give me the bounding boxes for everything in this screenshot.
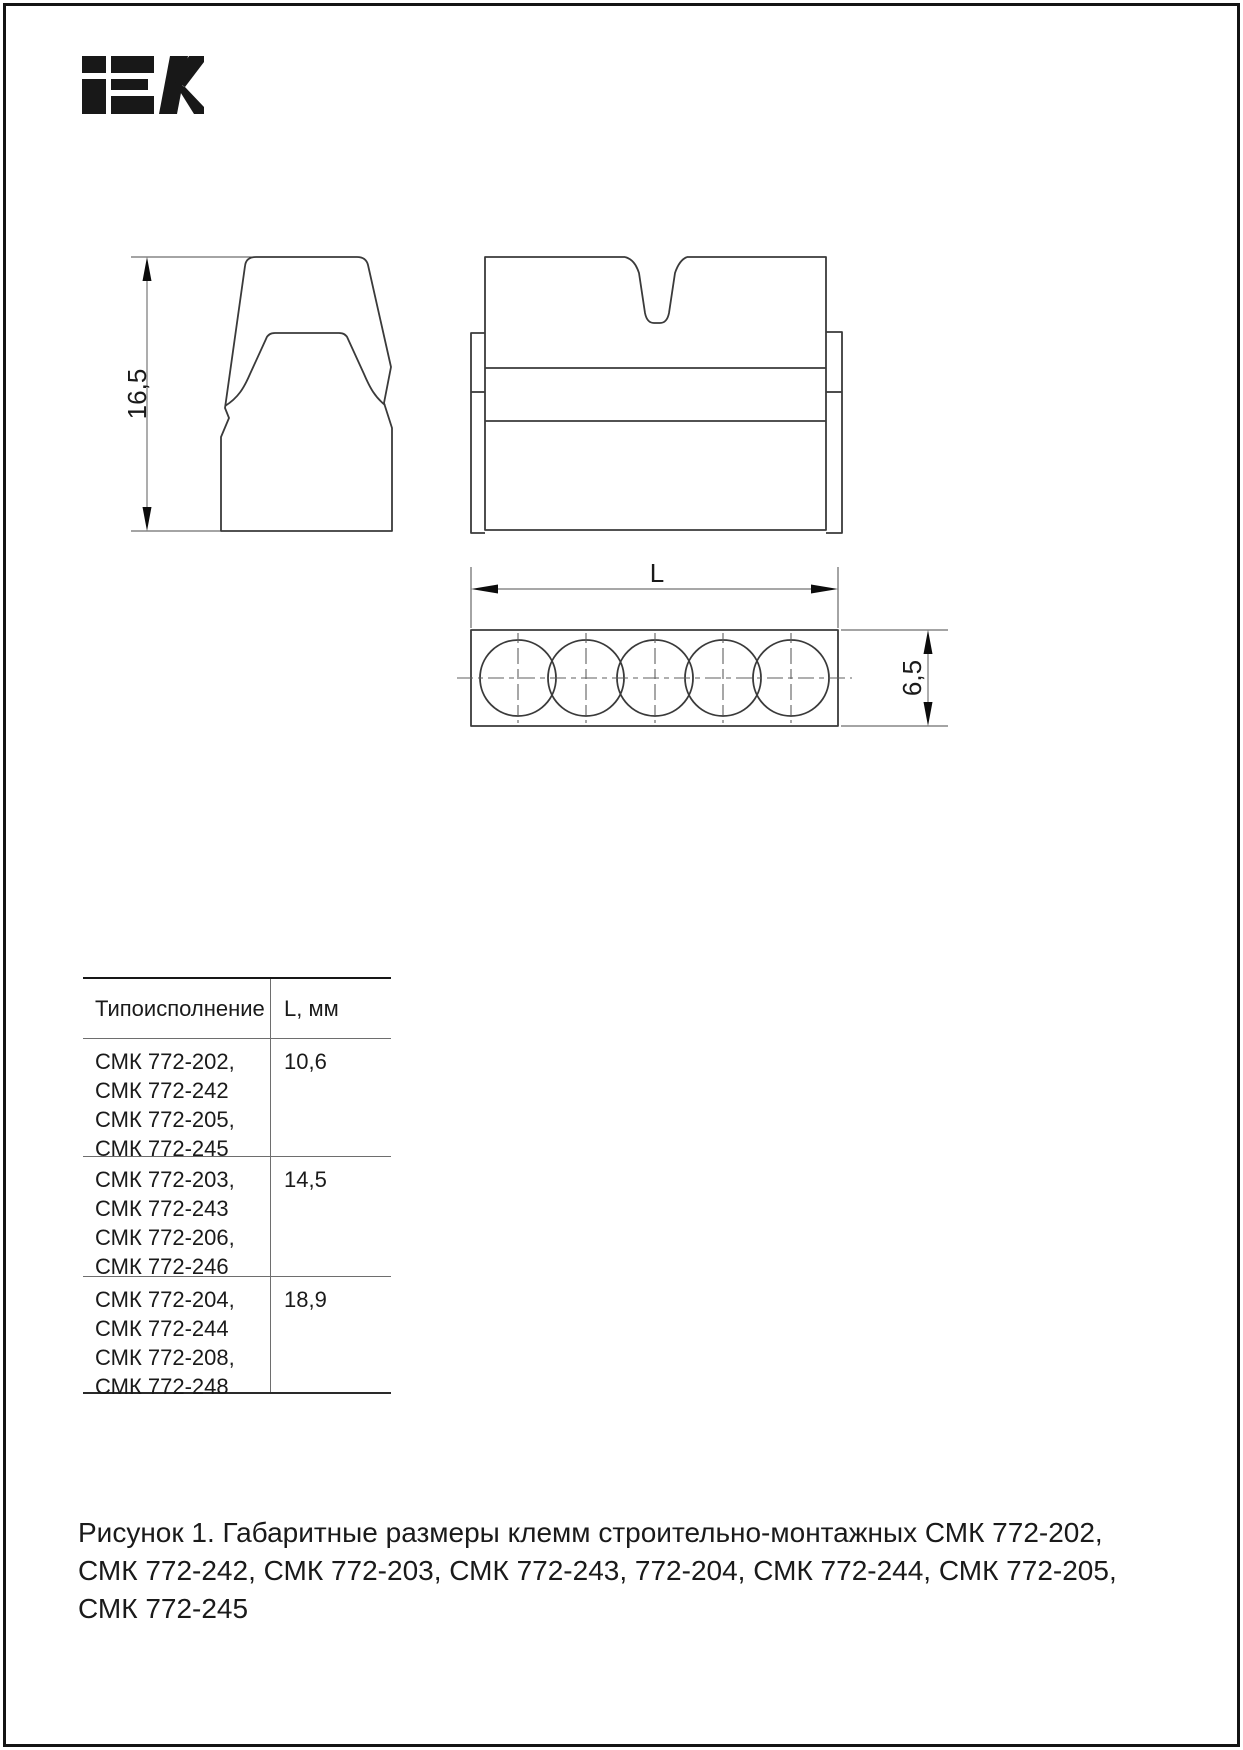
- dimensions-table: [83, 977, 391, 1399]
- type-line: СМК 772-244: [95, 1316, 229, 1341]
- type-line: СМК 772-202,: [95, 1049, 235, 1074]
- type-line: СМК 772-242: [95, 1078, 229, 1103]
- dimension-arrow-down-icon: [143, 507, 152, 531]
- figure-caption: Рисунок 1. Габаритные размеры клемм строительно-монтажных СМК 772-202, СМК 772-242, СМК 772-203, СМК 772-243, 772-204, СМК 772-244, СМК 772-205, СМК 772-245: [78, 1517, 1117, 1624]
- type-cell: [83, 1277, 271, 1399]
- depth-dimension-label: 6,5: [897, 659, 927, 697]
- table-header-length: L, мм: [284, 996, 339, 1021]
- type-cell: [83, 1157, 271, 1279]
- height-dimension-label: 16,5: [122, 368, 152, 420]
- table-row: [83, 1277, 391, 1399]
- type-line: СМК 772-205,: [95, 1107, 235, 1132]
- side-view-drawing: [122, 257, 392, 531]
- type-line: СМК 772-248: [95, 1374, 229, 1399]
- type-line: СМК 772-246: [95, 1254, 229, 1279]
- table-header-row: [83, 979, 391, 1039]
- dimension-arrow-right-icon: [811, 585, 838, 594]
- type-line: СМК 772-208,: [95, 1345, 235, 1370]
- front-view-drawing: [471, 257, 842, 533]
- dimension-arrow-up-icon: [143, 257, 152, 281]
- dimensional-drawing: [0, 0, 1243, 770]
- length-cell: 18,9: [284, 1287, 327, 1312]
- table-row: [83, 1039, 391, 1161]
- dimension-arrow-left-icon: [471, 585, 498, 594]
- top-view-drawing: [457, 558, 948, 726]
- table-row: [83, 1157, 391, 1277]
- type-line: СМК 772-243: [95, 1196, 229, 1221]
- type-cell: [83, 1039, 271, 1161]
- type-line: СМК 772-203,: [95, 1167, 235, 1192]
- type-line: СМК 772-245: [95, 1136, 229, 1161]
- length-cell: 14,5: [284, 1167, 327, 1192]
- dimension-arrow-up-icon: [924, 630, 933, 654]
- table-header-type: Типоисполнение: [83, 979, 271, 1038]
- type-line: СМК 772-204,: [95, 1287, 235, 1312]
- length-dimension-label: L: [649, 558, 665, 588]
- dimension-arrow-down-icon: [924, 702, 933, 726]
- type-line: СМК 772-206,: [95, 1225, 235, 1250]
- length-cell: 10,6: [284, 1049, 327, 1074]
